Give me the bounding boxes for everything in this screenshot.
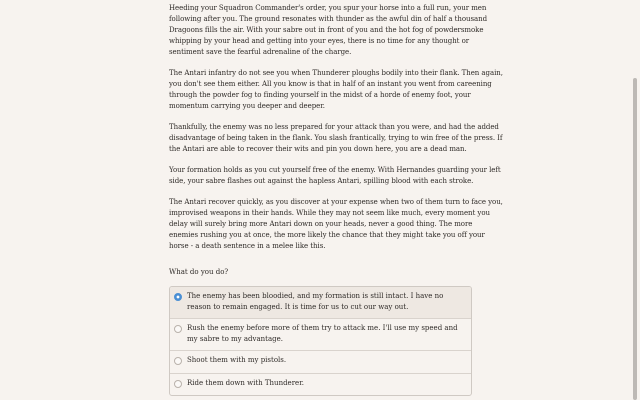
- choice-option-2[interactable]: [170, 319, 471, 351]
- story-paragraph-4: Your formation holds as you cut yourself free of the enemy. With Hernandes guarding your left side, your sabre flashes out against the hapless Antari, spilling blood with each stroke.: [169, 166, 501, 185]
- choice-option-label: Ride them down with Thunderer.: [187, 379, 304, 387]
- choice-option-label: Rush the enemy before more of them try to attack me. I'll use my speed and my sabre to my advantage.: [187, 324, 458, 343]
- story-paragraph-3: Thankfully, the enemy was no less prepared for your attack than you were, and had the added disadvantage of being taken in the flank. You slash frantically, trying to win free of the press. If the Antari are able to recover their wits and pin you down here, you are a dead man.: [169, 123, 503, 153]
- choice-list: [169, 286, 472, 396]
- scrollbar[interactable]: [633, 0, 638, 400]
- story-paragraph-2: The Antari infantry do not see you when Thunderer ploughs bodily into their flank. Then again, you don't see them either. All you know is that in half of an instant you went from careening through the powder fog to finding yourself in the midst of a horde of enemy foot, your momentum carrying you deeper and deeper.: [169, 69, 503, 110]
- story-paragraph-1: Heeding your Squadron Commander's order, you spur your horse into a full run, your men following after you. The ground resonates with thunder as the awful din of half a thousand Dragoons fills the air. With your sabre out in front of you and the hot fog of powdersmoke whipping by your head and getting into your eyes, there is no time for any thought or sentiment save the fearful adrenaline of the charge.: [169, 4, 488, 56]
- choice-option-label: Shoot them with my pistols.: [187, 356, 287, 364]
- scrollbar-thumb[interactable]: [633, 78, 637, 400]
- radio-button-icon[interactable]: [174, 357, 182, 365]
- choice-option-1[interactable]: [170, 287, 471, 319]
- story-text: [169, 3, 503, 262]
- choice-option-label: The enemy has been bloodied, and my formation is still intact. I have no reason to remain engaged. It is time for us to cut our way out.: [187, 292, 444, 311]
- choice-option-3[interactable]: [170, 351, 471, 374]
- radio-button-icon[interactable]: [174, 325, 182, 333]
- story-paragraph-5: The Antari recover quickly, as you discover at your expense when two of them turn to face you, improvised weapons in their hands. While they may not seem like much, every moment you delay will surely bring more Antari down on your heads, never a good thing. The more enemies rushing you at once, the more likely the chance that they might take you off your horse - a death sentence in a melee like this.: [169, 198, 503, 250]
- choice-prompt: What do you do?: [169, 268, 229, 276]
- choice-option-4[interactable]: [170, 374, 471, 395]
- radio-button-icon[interactable]: [174, 380, 182, 388]
- radio-button-icon[interactable]: [174, 293, 182, 301]
